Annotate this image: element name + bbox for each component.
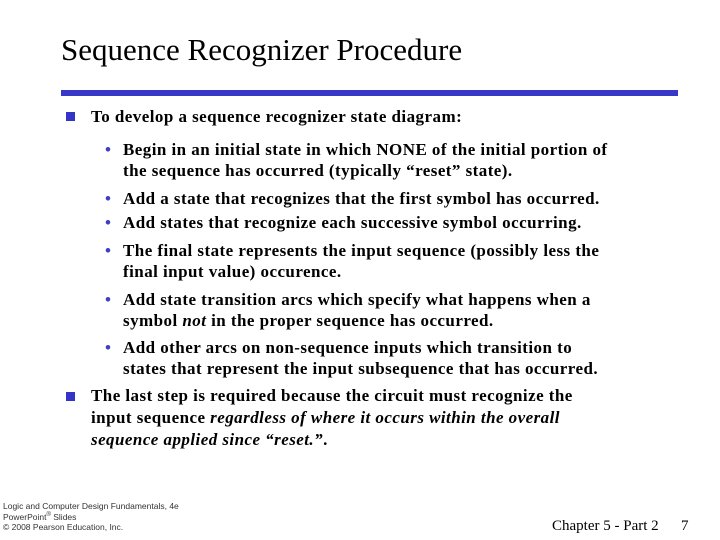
text-run: input sequence [91, 408, 211, 427]
square-bullet-icon [66, 392, 75, 401]
sub-bullet-first-symbol: Add a state that recognizes that the first symbol has occurred. [123, 189, 600, 208]
sub-bullet-line: the sequence has occurred (typically “reset” state). [123, 160, 513, 180]
sub-bullet-line: states that represent the input subsequence that has occurred. [123, 358, 599, 378]
bullet-line [91, 429, 573, 451]
sub-bullet-transition-arcs [123, 290, 591, 331]
sub-bullet-line: Add other arcs on non-sequence inputs which transition to [123, 338, 573, 357]
dot-bullet-icon: • [105, 338, 111, 357]
sub-bullet-line: final input value) occurence. [123, 261, 342, 281]
sub-bullet-successive-symbols: Add states that recognize each successive symbol occurring. [123, 213, 582, 232]
title-divider [61, 90, 678, 96]
emphasis-text: regardless of where it occurs within the overall [210, 408, 560, 427]
copyright-notice: © 2008 Pearson Education, Inc. [3, 522, 124, 533]
text-run: Slides [50, 511, 77, 522]
text-run: . [323, 430, 328, 449]
registered-mark: ® [46, 511, 51, 518]
bullet-line [91, 407, 573, 429]
text-run: in the proper sequence has occurred. [206, 310, 494, 330]
sub-bullet-line: Add state transition arcs which specify what happens when a [123, 290, 591, 309]
text-run: symbol [123, 310, 183, 330]
emphasis-text: not [182, 310, 207, 330]
book-title: Logic and Computer Design Fundamentals, 4e [3, 501, 179, 511]
bullet-develop: To develop a sequence recognizer state diagram: [91, 107, 463, 126]
page-number: 7 [681, 518, 689, 534]
sub-bullet-line: The final state represents the input sequence (possibly less the [123, 241, 600, 260]
dot-bullet-icon: • [105, 189, 111, 208]
dot-bullet-icon: • [105, 213, 111, 232]
text-run: PowerPoint [3, 511, 47, 522]
sub-bullet-initial-state [123, 140, 608, 181]
slides-label [3, 512, 179, 523]
bullet-line: The last step is required because the circuit must recognize the [91, 386, 573, 405]
sub-bullet-line [123, 311, 591, 332]
dot-bullet-icon: • [105, 241, 111, 260]
dot-bullet-icon: • [105, 290, 111, 309]
square-bullet-icon [66, 112, 75, 121]
emphasis-text: sequence applied since “reset.” [91, 430, 324, 449]
slide-title: Sequence Recognizer Procedure [61, 32, 463, 67]
sub-bullet-other-arcs [123, 338, 598, 379]
chapter-label: Chapter 5 - Part 2 [552, 518, 659, 534]
copyright-footer [3, 501, 179, 533]
sub-bullet-line: Begin in an initial state in which NONE of the initial portion of [123, 140, 608, 159]
sub-bullet-final-state [123, 241, 599, 282]
dot-bullet-icon: • [105, 140, 111, 159]
bullet-last-step [91, 385, 573, 451]
